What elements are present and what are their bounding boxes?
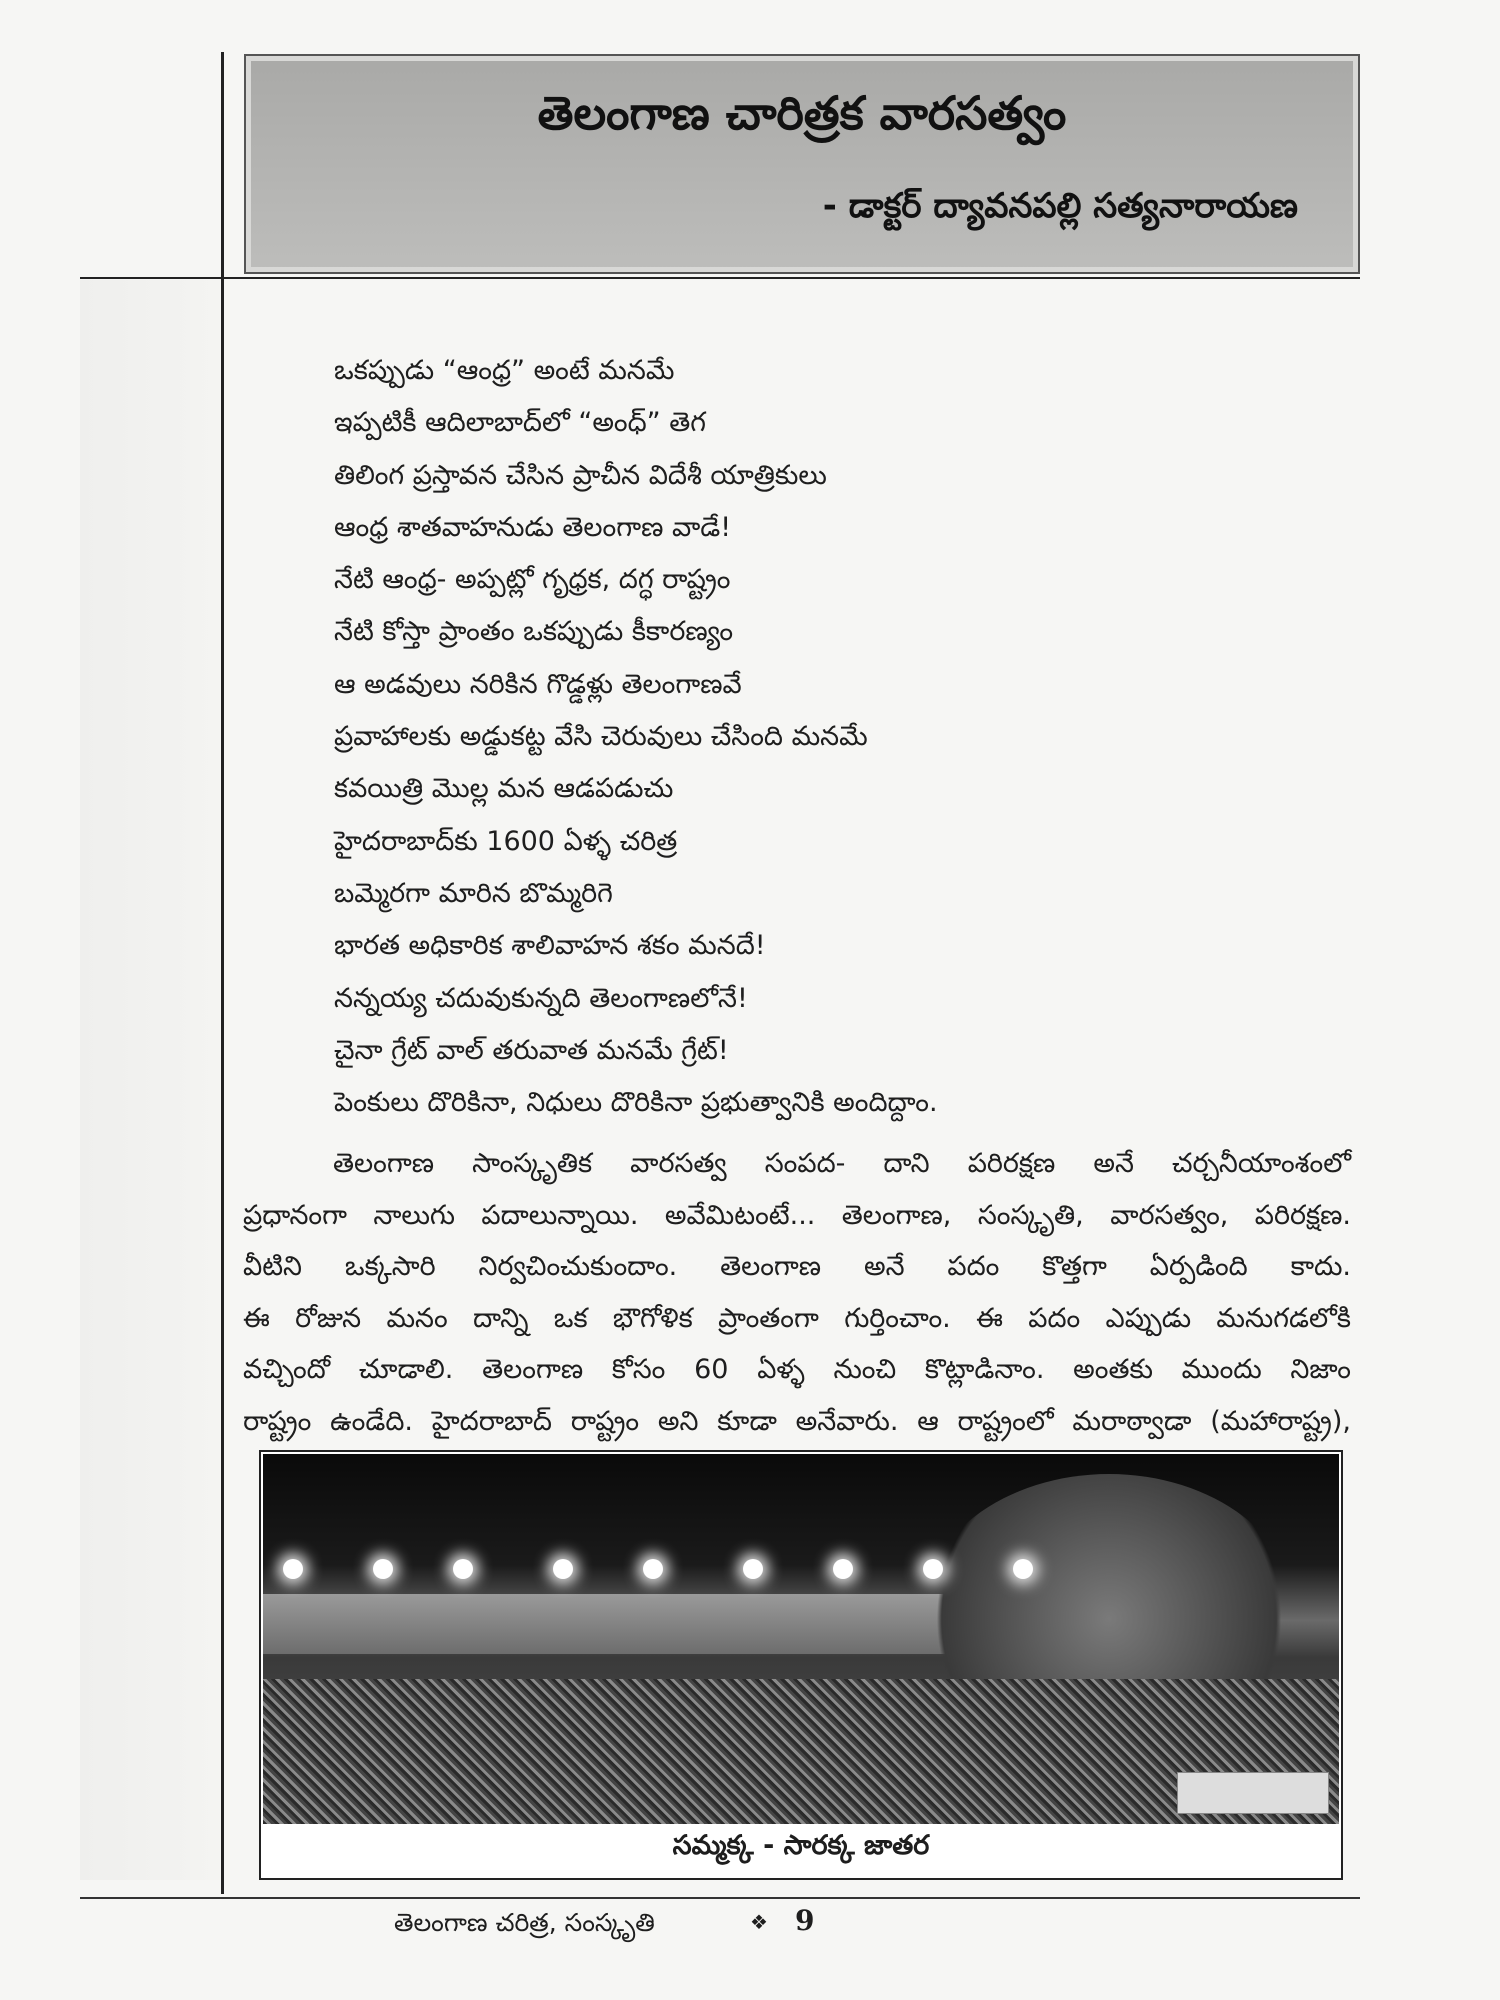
poem-line: ప్రవాహాలకు అడ్డుకట్ట వేసి చెరువులు చేసింది మనమే	[334, 721, 868, 753]
light	[643, 1559, 663, 1579]
paragraph-line: రాష్ట్రం ఉండేది. హైదరాబాద్ రాష్ట్రం అని కూడా అనేవారు. ఆ రాష్ట్రంలో మరాఠ్వాడా (మహారాష్ట్ర),	[243, 1405, 1351, 1437]
poem-line: తిలింగ ప్రస్తావన చేసిన ప్రాచీన విదేశీ యాత్రికులు	[334, 459, 827, 491]
header-rule	[80, 277, 1360, 279]
poem-line: కవయిత్రి మొల్ల మన ఆడపడుచు	[334, 773, 674, 805]
light	[453, 1559, 473, 1579]
body-paragraph	[243, 1138, 1351, 1447]
poem-line: ఒకప్పుడు “ఆంధ్ర” అంటే మనమే	[334, 355, 675, 386]
festival-photo	[263, 1454, 1339, 1824]
light	[553, 1559, 573, 1579]
poem-line: నేటి ఆంధ్ర- అప్పట్లో గృధ్రక, దగ్ధ రాష్ట్రం	[334, 564, 731, 596]
article-author: - డాక్టర్ ద్యావనపల్లి సత్యనారాయణ	[822, 186, 1298, 226]
light	[743, 1559, 763, 1579]
article-title: తెలంగాణ చారిత్రక వారసత్వం	[537, 86, 1067, 140]
poem-line: భారత అధికారిక శాలివాహన శకం మనదే!	[334, 930, 766, 962]
separator-icon: ❖	[750, 1910, 768, 1934]
poem-line: నేటి కోస్తా ప్రాంతం ఒకప్పుడు కీకారణ్యం	[334, 616, 734, 648]
poem-line: ఆ అడవులు నరికిన గొడ్డళ్లు తెలంగాణవే	[334, 668, 742, 700]
bleed-through-shadow	[80, 280, 220, 1880]
poem-line: ఇప్పటికీ ఆదిలాబాద్‌లో “అంధ్” తెగ	[334, 407, 706, 439]
light	[923, 1559, 943, 1579]
light	[373, 1559, 393, 1579]
paragraph-line: వీటిని ఒక్కసారి నిర్వచించుకుందాం. తెలంగాణ అనే పదం కొత్తగా ఏర్పడింది కాదు.	[243, 1251, 1351, 1282]
poem-line: హైదరాబాద్‌కు 1600 ఏళ్ళ చరిత్ర	[334, 825, 678, 857]
figure	[259, 1450, 1343, 1880]
paragraph-line: తెలంగాణ సాంస్కృతిక వారసత్వ సంపద- దాని పరిరక్షణ అనే చర్చనీయాంశంలో	[333, 1148, 1351, 1179]
footer-book-title: తెలంగాణ చరిత్ర, సంస్కృతి	[394, 1908, 655, 1937]
footer-rule	[80, 1897, 1360, 1899]
vertical-rule	[221, 52, 224, 1894]
poem	[334, 345, 938, 1129]
poem-line: నన్నయ్య చదువుకున్నది తెలంగాణలోనే!	[334, 982, 748, 1014]
poem-line: బమ్మెరగా మారిన బొమ్మరిగె	[334, 877, 613, 909]
paragraph-line: ఈ రోజున మనం దాన్ని ఒక భౌగోళిక ప్రాంతంగా గుర్తించాం. ఈ పదం ఎప్పుడు మనుగడలోకి	[243, 1302, 1351, 1334]
article-header	[244, 54, 1360, 274]
watermark-logo	[1177, 1772, 1329, 1814]
poem-line: పెంకులు దొరికినా, నిధులు దొరికినా ప్రభుత్వానికి అందిద్దాం.	[334, 1087, 938, 1119]
light	[283, 1559, 303, 1579]
figure-caption: సమ్మక్క - సారక్క జాతర	[672, 1830, 930, 1861]
page-number: 9	[795, 1904, 815, 1937]
paragraph-line: వచ్చిందో చూడాలి. తెలంగాణ కోసం 60 ఏళ్ళ నుంచి కొట్లాడినాం. అంతకు ముందు నిజాం	[243, 1354, 1351, 1385]
poem-line: ఆంధ్ర శాతవాహనుడు తెలంగాణ వాడే!	[334, 511, 732, 543]
poem-line: చైనా గ్రేట్ వాల్ తరువాత మనమే గ్రేట్!	[334, 1034, 729, 1066]
photo-wall	[263, 1594, 1019, 1654]
paragraph-line: ప్రధానంగా నాలుగు పదాలున్నాయి. అవేమిటంటే... తెలంగాణ, సంస్కృతి, వారసత్వం, పరిరక్షణ.	[243, 1199, 1351, 1231]
light	[1013, 1559, 1033, 1579]
light	[833, 1559, 853, 1579]
